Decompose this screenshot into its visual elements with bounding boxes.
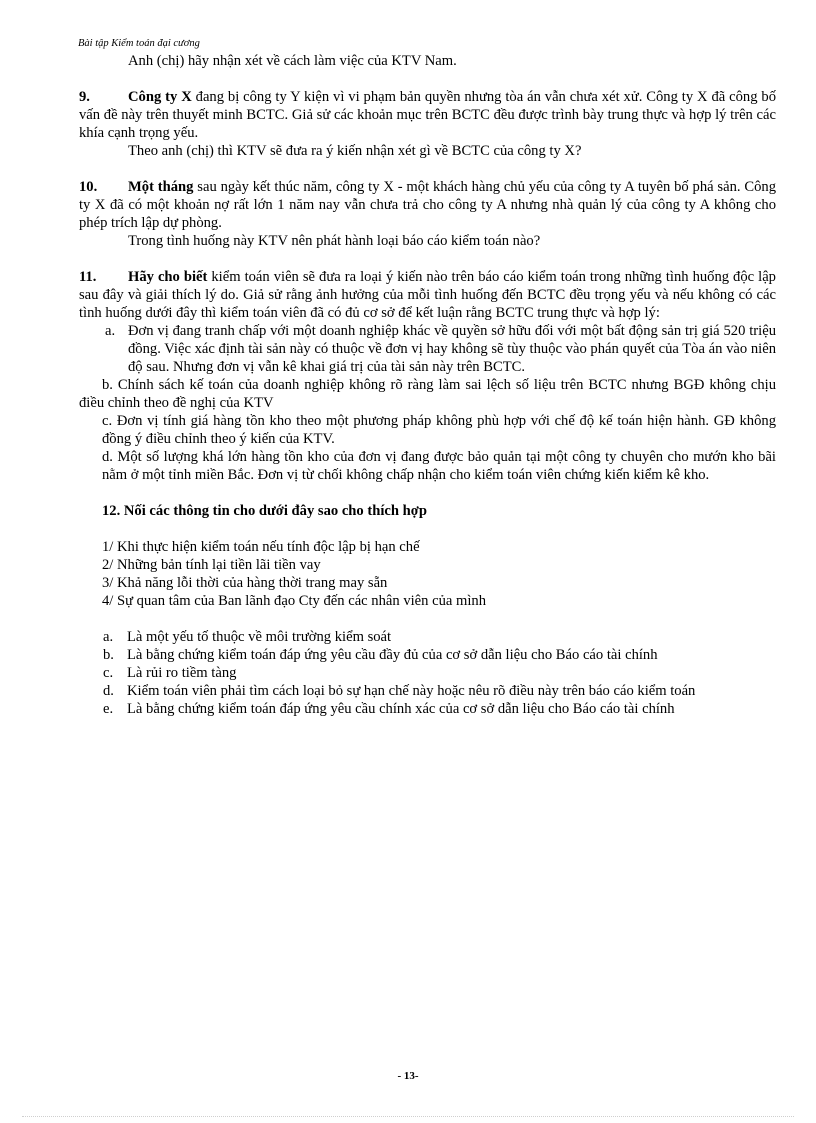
spacer	[79, 610, 776, 628]
spacer	[79, 160, 776, 178]
lettered-item	[79, 664, 776, 682]
question-9-question: Theo anh (chị) thì KTV sẽ đưa ra ý kiến nhận xét gì về BCTC của công ty X?	[128, 143, 582, 159]
question-10-paragraph	[79, 178, 776, 232]
numbered-item: 3/ Khả năng lỗi thời của hàng thời trang may sẵn	[102, 575, 388, 591]
lettered-item	[79, 628, 776, 646]
question-9-paragraph	[79, 88, 776, 142]
page-number: - 13-	[397, 1070, 419, 1082]
question-10-lead: Một tháng	[128, 179, 194, 195]
question-11-number: 11.	[79, 269, 97, 285]
lettered-marker: a.	[103, 629, 114, 645]
question-11-paragraph	[79, 268, 776, 322]
question-9-body: đang bị công ty Y kiện vì vi phạm bản quyền nhưng tòa án vẫn chưa xét xử. Công ty X đã công bố vấn đề này trên thuyết minh BCTC. Giả sử các khoản mục trên BCTC đều được trình bày trung thực và hợp lý trên các khía cạnh trọng yếu.	[79, 89, 777, 141]
question-11-items	[79, 322, 776, 376]
lettered-text: Là bằng chứng kiểm toán đáp ứng yêu cầu đầy đủ của cơ sở dẫn liệu cho Báo cáo tài chính	[127, 647, 658, 663]
spacer	[79, 70, 776, 88]
lettered-text: Là bằng chứng kiểm toán đáp ứng yêu cầu chính xác của cơ sở dẫn liệu cho Báo cáo tài chính	[127, 701, 675, 717]
question-11-item-c: c. Đơn vị tính giá hàng tồn kho theo một phương pháp không phù hợp với chế độ kế toán hiện hành. GĐ không đồng ý điều chỉnh theo ý kiến của KTV.	[102, 413, 776, 447]
numbered-item: 4/ Sự quan tâm của Ban lãnh đạo Cty đến các nhân viên của mình	[102, 593, 486, 609]
question-10-question: Trong tình huống này KTV nên phát hành loại báo cáo kiểm toán nào?	[128, 233, 541, 249]
question-11	[79, 268, 776, 484]
lettered-list	[79, 628, 776, 718]
question-11-lead: Hãy cho biết	[128, 269, 208, 285]
lettered-marker: b.	[103, 647, 114, 663]
question-11-body: kiểm toán viên sẽ đưa ra loại ý kiến nào trên báo cáo kiểm toán trong những tình huống độc lập sau đây và giải thích lý do. Giả sử rằng ảnh hưởng của mỗi tình huống đến BCTC đều trọng yếu và nếu không có các tình huống dưới đây thì kiểm toán viên đã có đủ cơ sở để kết luận rằng BCTC trung thực và hợp lý:	[79, 269, 776, 321]
question-9-lead: Công ty X	[128, 89, 192, 105]
page-body	[79, 52, 776, 718]
lettered-item	[79, 646, 776, 664]
lettered-marker: c.	[103, 665, 114, 681]
question-9	[79, 88, 776, 160]
question-11-item-b: b. Chính sách kế toán của doanh nghiệp không rõ ràng làm sai lệch số liệu trên BCTC nhưng BGĐ không chịu điều chỉnh theo đề nghị của KTV	[79, 377, 776, 411]
lettered-text: Là một yếu tố thuộc về môi trường kiểm soát	[127, 629, 392, 645]
question-10-number: 10.	[79, 179, 98, 195]
question-12	[79, 502, 776, 718]
spacer	[79, 484, 776, 502]
question-10-body: sau ngày kết thúc năm, công ty X - một khách hàng chủ yếu của công ty A tuyên bố phá sản. Công ty X đã có một khoản nợ rất lớn 1 năm nay vẫn chưa trả cho công ty A nhưng nhà quản lý của công ty A không cho phép trích lập dự phòng.	[79, 179, 776, 231]
question-12-title: 12. Nối các thông tin cho dưới đây sao cho thích hợp	[102, 503, 427, 519]
item-a-text: Đơn vị đang tranh chấp với một doanh nghiệp khác về quyền sở hữu đối với một bất động sản trị giá 520 triệu đồng. Việc xác định tài sản này có thuộc về đơn vị hay không sẽ tùy thuộc vào phán quyết của Tòa án vào niên độ sau. Nhưng đơn vị vẫn kê khai giá trị của tài sản này trên BCTC.	[128, 323, 776, 375]
numbered-item: 2/ Những bản tính lại tiền lãi tiền vay	[102, 557, 321, 573]
running-header: Bài tập Kiểm toán đại cương	[78, 38, 200, 49]
spacer	[79, 250, 776, 268]
spacer	[79, 520, 776, 538]
numbered-item: 1/ Khi thực hiện kiểm toán nếu tính độc lập bị hạn chế	[102, 539, 420, 555]
question-11-item-a	[79, 322, 776, 376]
item-a-marker: a.	[105, 323, 116, 339]
question-9-number: 9.	[79, 89, 90, 105]
question-11-item-d: d. Một số lượng khá lớn hàng tồn kho của đơn vị đang được bảo quản tại một công ty chuyên cho mướn kho bãi nằm ở một tỉnh miền Bắc. Đơn vị từ chối không chấp nhận cho kiểm toán viên chứng kiến kiểm kê kho.	[102, 449, 776, 483]
lettered-marker: e.	[103, 701, 114, 717]
lettered-item	[79, 682, 776, 700]
lettered-marker: d.	[103, 683, 114, 699]
question-10	[79, 178, 776, 250]
lettered-item	[79, 700, 776, 718]
lettered-text: Là rủi ro tiềm tàng	[127, 665, 237, 681]
lettered-text: Kiểm toán viên phải tìm cách loại bỏ sự hạn chế này hoặc nêu rõ điều này trên báo cáo kiểm toán	[127, 683, 696, 699]
page-bottom-divider	[22, 1116, 794, 1117]
intro-line: Anh (chị) hãy nhận xét về cách làm việc của KTV Nam.	[128, 53, 457, 69]
